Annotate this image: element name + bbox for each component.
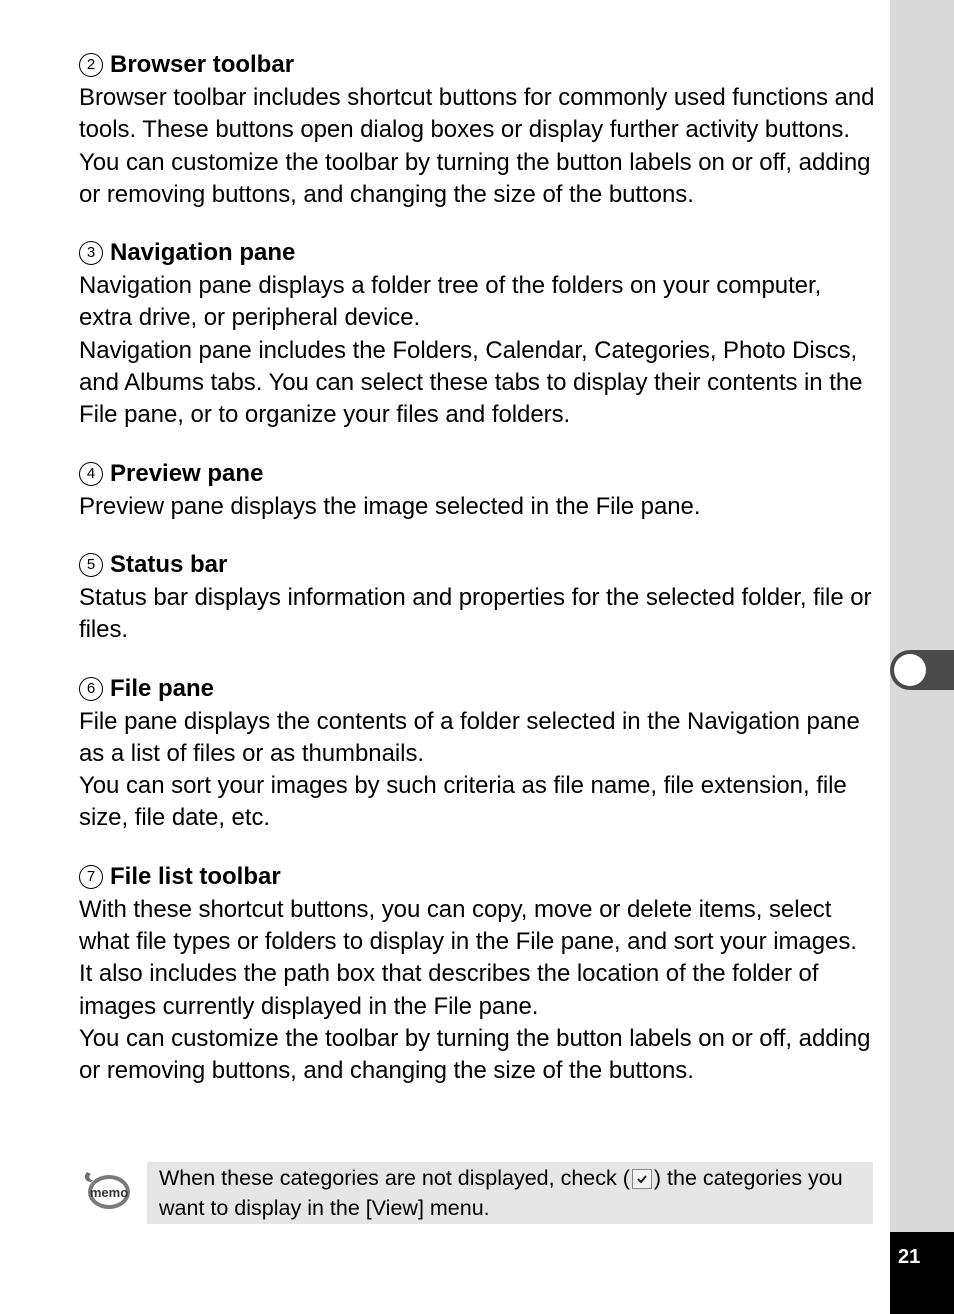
circled-number: 4: [79, 462, 103, 486]
chapter-tab: [890, 650, 954, 690]
page-number: 21: [898, 1246, 921, 1268]
memo-icon: [81, 1168, 131, 1212]
section-preview-pane: [79, 457, 875, 523]
content-area: [79, 48, 875, 1113]
section-heading: [79, 860, 875, 894]
section-paragraph: Status bar displays information and properties for the selected folder, file or files.: [79, 583, 872, 644]
section-heading: [79, 672, 875, 706]
section-heading: [79, 548, 875, 582]
section-paragraph: You can sort your images by such criteria as file name, file extension, file size, file date, etc.: [79, 772, 847, 832]
memo-text-before: When these categories are not displayed, check (: [159, 1166, 630, 1190]
section-navigation-pane: [79, 236, 875, 431]
section-title: Preview pane: [110, 459, 264, 487]
section-title: Status bar: [110, 550, 228, 578]
section-paragraph: Navigation pane includes the Folders, Calendar, Categories, Photo Discs, and Albums tabs. You can select these tabs to display their contents in the File pane, or to organize your files and folders.: [79, 336, 863, 429]
section-paragraph: You can customize the toolbar by turning the button labels on or off, adding or removing buttons, and changing the size of the buttons.: [79, 1024, 871, 1085]
memo-text-after: ) the categories you want to display in the [View] menu.: [159, 1166, 843, 1220]
section-file-list-toolbar: [79, 860, 875, 1088]
section-paragraph: Browser toolbar includes shortcut buttons for commonly used functions and tools. These buttons open dialog boxes or display further activity buttons.: [79, 84, 875, 144]
section-browser-toolbar: [79, 48, 875, 211]
section-heading: [79, 457, 875, 491]
circled-number: 2: [79, 53, 103, 77]
circled-number: 7: [79, 865, 103, 889]
memo-note: [79, 1162, 875, 1226]
section-paragraph: Preview pane displays the image selected in the File pane.: [79, 492, 701, 520]
section-title: Browser toolbar: [110, 51, 295, 78]
section-paragraph: With these shortcut buttons, you can copy, move or delete items, select what file types or folders to display in the File pane, and sort your images.: [79, 895, 857, 956]
section-paragraph: You can customize the toolbar by turning the button labels on or off, adding or removing buttons, and changing the size of the buttons.: [79, 148, 871, 208]
memo-text: [159, 1163, 861, 1223]
circled-number: 5: [79, 553, 103, 577]
section-paragraph: It also includes the path box that describes the location of the folder of images currently displayed in the File pane.: [79, 960, 819, 1020]
section-paragraph: File pane displays the contents of a folder selected in the Navigation pane as a list of files or as thumbnails.: [79, 707, 860, 767]
section-status-bar: [79, 548, 875, 647]
section-title: File pane: [110, 674, 215, 702]
section-title: File list toolbar: [110, 862, 281, 890]
memo-box: [147, 1162, 873, 1224]
section-paragraph: Navigation pane displays a folder tree of the folders on your computer, extra drive, or peripheral device.: [79, 272, 822, 332]
section-heading: [79, 236, 875, 270]
section-heading: [79, 48, 875, 82]
chapter-tab-dot: [894, 654, 926, 686]
svg-text:memo: memo: [89, 1185, 129, 1200]
checkmark-icon: [632, 1169, 652, 1189]
circled-number: 3: [79, 241, 103, 265]
section-title: Navigation pane: [110, 239, 296, 267]
page-number-box: [890, 1232, 954, 1314]
section-file-pane: [79, 672, 875, 835]
circled-number: 6: [79, 677, 103, 701]
